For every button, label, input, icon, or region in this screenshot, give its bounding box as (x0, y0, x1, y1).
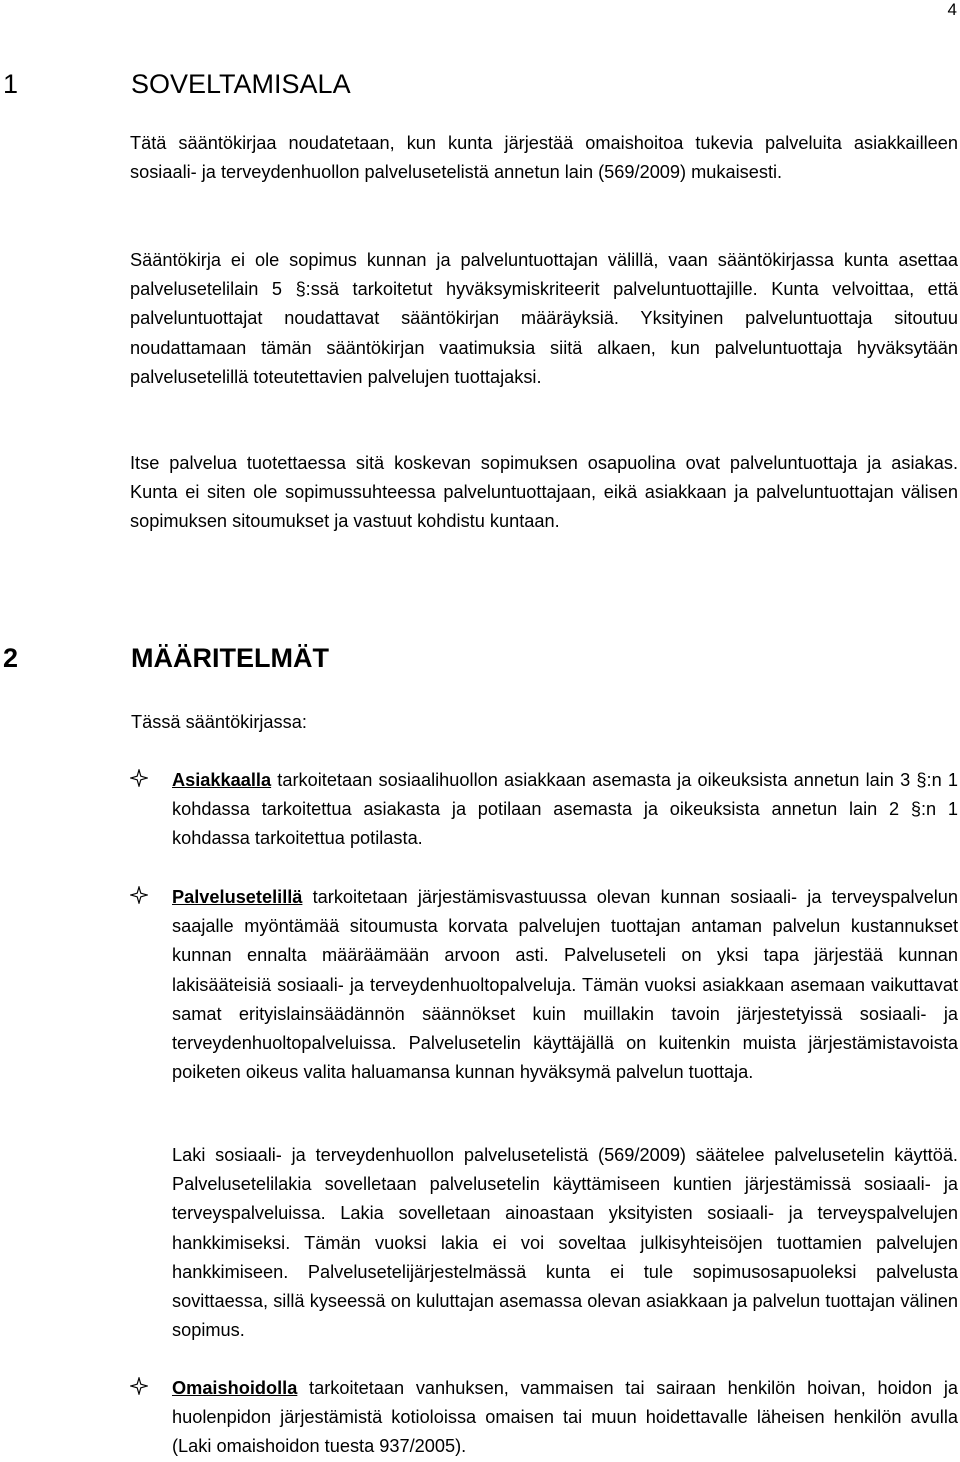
definitions-intro: Tässä sääntökirjassa: (131, 712, 307, 732)
page-number: 4 (947, 0, 957, 19)
section-number: 1 (3, 69, 19, 99)
definition-term: Omaishoidolla (172, 1378, 298, 1398)
paragraph: Itse palvelua tuotettaessa sitä koskevan sopimuksen osapuolina ovat palveluntuottaja ja asiakas. Kunta ei siten ole sopimussuhteessa palveluntuottajaan, eikä asiakkaan ja palveluntuottajan välisen sopimuksen sitoumukset ja vastuut kohdistu kuntaan. (130, 453, 958, 532)
section-number: 2 (3, 643, 19, 673)
paragraph: Tätä sääntökirjaa noudatetaan, kun kunta järjestää omaishoitoa tukevia palveluita asiakkailleen sosiaali- ja terveydenhuollon palvelusetelistä annetun lain (569/2009) mukaisesti. (130, 133, 958, 183)
definition-text (172, 766, 958, 854)
definition-text (172, 883, 958, 1087)
diamond-bullet-icon (130, 1377, 148, 1395)
definition-body: tarkoitetaan sosiaalihuollon asiakkaan asemasta ja oikeuksista annetun lain 3 §:n 1 kohdassa tarkoitettua asiakasta ja potilaan asemasta ja oikeuksista annetun lain 2 §:n 1 kohdassa tarkoitettua potilasta. (172, 770, 958, 849)
section-title: MÄÄRITELMÄT (131, 643, 329, 673)
definition-body: tarkoitetaan järjestämisvastuussa olevan kunnan sosiaali- ja terveyspalvelun saajalle myöntämää sitoumusta korvata palvelujen tuottajan antaman palvelun kustannukset kunnan ennalta määräämään arvoon asti. Palveluseteli on yksi tapa järjestää kunnan lakisääteisiä sosiaali- ja terveydenhuoltopalveluja. Tämän vuoksi asiakkaan asemaan vaikuttavat samat erityislainsäädännön säännökset kuin muillakin tavoin järjestetyissä sosiaali- ja terveydenhuoltopalveluissa. Palvelusetelin käyttäjällä on kuitenkin muista järjestämistavoista poiketen oikeus valita haluamansa kunnan hyväksymä palvelun tuottaja. (172, 887, 958, 1083)
definition-body: tarkoitetaan vanhuksen, vammaisen tai sairaan henkilön hoivan, hoidon ja huolenpidon järjestämistä kotioloissa omaisen tai muun hoidettavalle läheisen henkilön avulla (Laki omaishoidon tuesta 937/2005). (172, 1378, 958, 1457)
section-title: SOVELTAMISALA (131, 69, 351, 99)
diamond-bullet-icon (130, 886, 148, 904)
definition-term: Asiakkaalla (172, 770, 272, 790)
definition-term: Palvelusetelillä (172, 887, 303, 907)
diamond-bullet-icon (130, 769, 148, 787)
paragraph: Sääntökirja ei ole sopimus kunnan ja palveluntuottajan välillä, vaan sääntökirjassa kunta asettaa palvelusetelilain 5 §:ssä tarkoitetut hyväksymiskriteerit palveluntuottajille. Kunta velvoittaa, että palveluntuottajat noudattavat sääntökirjan määräyksiä. Yksityinen palveluntuottaja sitoutuu noudattamaan tämän sääntökirjan vaatimuksia siitä alkaen, kun palveluntuottaja hyväksytään palvelusetelillä toteutettavien palvelujen tuottajaksi. (130, 250, 958, 387)
definition-text (172, 1374, 958, 1462)
definition-extra-paragraph: Laki sosiaali- ja terveydenhuollon palvelusetelistä (569/2009) säätelee palvelusetelin käyttöä. Palvelusetelilakia sovelletaan palvelusetelin käyttämiseen kuntien järjestämissä sosiaali- ja terveyspalveluissa. Lakia sovelletaan ainoastaan yksityisten sosiaali- ja terveyspalvelujen hankkimiseksi. Tämän vuoksi lakia ei voi soveltaa julkisyhteisöjen tuottamien palvelujen hankkimiseen. Palvelusetelijärjestelmässä kunta ei tule sopimusosapuoleksi palvelusta sovittaessa, sillä kyseessä on kuluttajan asemassa olevan asiakkaan ja palvelun tuottajan välinen sopimus. (172, 1145, 958, 1341)
